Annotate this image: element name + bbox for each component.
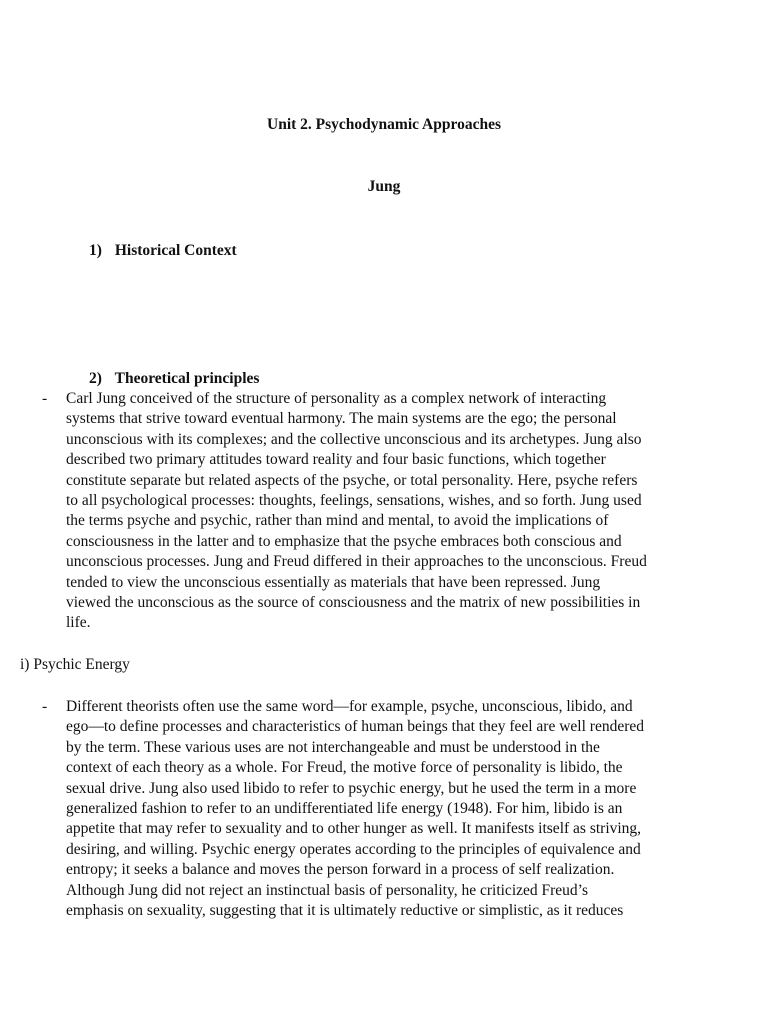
text-line: unconscious with its complexes; and the collective unconscious and its archetypes. Jung also bbox=[66, 430, 642, 448]
text-line: described two primary attitudes toward reality and four basic functions, which together bbox=[66, 451, 606, 469]
bullet-paragraph-psychic-energy bbox=[42, 697, 682, 921]
section-number: 1) bbox=[89, 242, 102, 259]
text-line: to all psychological processes: thoughts, feelings, sensations, wishes, and so forth. Jung used bbox=[66, 492, 642, 510]
text-line: systems that strive toward eventual harmony. The main systems are the ego; the personal bbox=[66, 410, 617, 428]
section-heading-historical-context bbox=[89, 241, 237, 261]
bullet-dash: - bbox=[42, 698, 48, 715]
section-heading-theoretical-principles bbox=[89, 369, 259, 389]
text-line: unconscious processes. Jung and Freud differed in their approaches to the unconscious. Freud bbox=[66, 553, 647, 571]
paragraph-text bbox=[66, 697, 686, 921]
text-line: by the term. These various uses are not interchangeable and must be understood in the bbox=[66, 738, 600, 756]
person-title: Jung bbox=[367, 178, 401, 195]
text-line: emphasis on sexuality, suggesting that it is ultimately reductive or simplistic, as it reduces bbox=[66, 902, 624, 920]
text-line: viewed the unconscious as the source of consciousness and the matrix of new possibilities in bbox=[66, 594, 641, 612]
paragraph-text bbox=[66, 389, 686, 634]
subsection-heading-psychic-energy: i) Psychic Energy bbox=[20, 656, 130, 673]
text-line: context of each theory as a whole. For Freud, the motive force of personality is libido, the bbox=[66, 759, 623, 777]
text-line: entropy; it seeks a balance and moves the person forward in a process of self realization. bbox=[66, 861, 615, 879]
bullet-dash: - bbox=[42, 390, 48, 407]
text-line: desiring, and willing. Psychic energy operates according to the principles of equivalence and bbox=[66, 840, 641, 858]
text-line: Carl Jung conceived of the structure of personality as a complex network of interacting bbox=[66, 390, 607, 407]
text-line: generalized fashion to refer to an undifferentiated life energy (1948). For him, libido is an bbox=[66, 800, 623, 818]
text-line: life. bbox=[66, 614, 91, 632]
section-label: Historical Context bbox=[114, 242, 237, 259]
text-line: sexual drive. Jung also used libido to refer to psychic energy, but he used the term in a more bbox=[66, 779, 637, 797]
text-line: constitute separate but related aspects of the psyche, or total personality. Here, psyche refers bbox=[66, 471, 638, 489]
text-line: Different theorists often use the same word—for example, psyche, unconscious, libido, and bbox=[66, 698, 633, 715]
unit-title: Unit 2. Psychodynamic Approaches bbox=[267, 116, 501, 133]
section-label: Theoretical principles bbox=[114, 370, 260, 387]
bullet-paragraph-structure-of-personality bbox=[42, 389, 682, 634]
text-line: tended to view the unconscious essentially as materials that have been repressed. Jung bbox=[66, 573, 601, 591]
section-number: 2) bbox=[89, 370, 102, 387]
text-line: appetite that may refer to sexuality and to other hunger as well. It manifests itself as striving, bbox=[66, 820, 642, 838]
text-line: Although Jung did not reject an instinctual basis of personality, he criticized Freud’s bbox=[66, 881, 589, 899]
text-line: consciousness in the latter and to emphasize that the psyche embraces both conscious and bbox=[66, 532, 622, 550]
text-line: the terms psyche and psychic, rather than mind and mental, to avoid the implications of bbox=[66, 512, 609, 530]
text-line: ego—to define processes and characteristics of human beings that they feel are well rendered bbox=[66, 718, 644, 736]
